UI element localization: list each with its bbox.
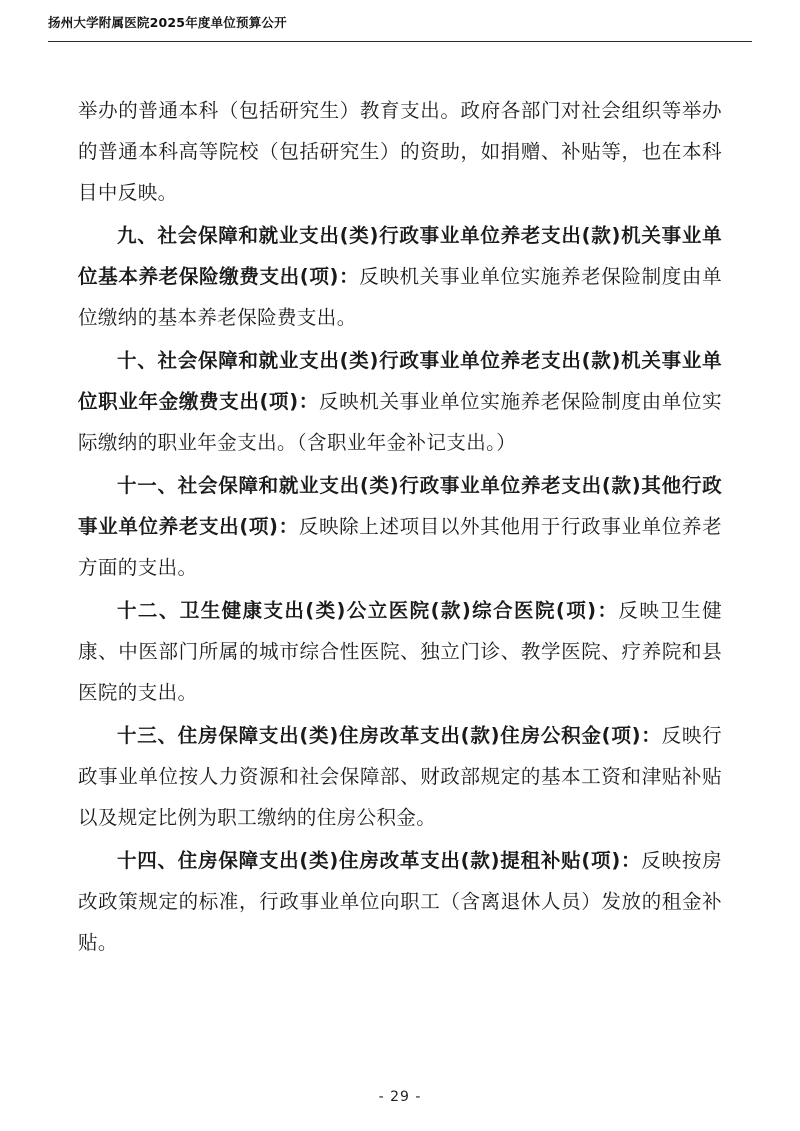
paragraph-text: 反映机关事业单位实施养老保险制度由单位实际缴纳的职业年金支出。（含职业年金补记支出。） — [78, 390, 722, 454]
paragraph-item-13 — [78, 715, 722, 838]
paragraph-text: 举办的普通本科（包括研究生）教育支出。政府各部门对社会组织等举办的普通本科高等院校（包括研究生）的资助，如捐赠、补贴等，也在本科目中反映。 — [78, 99, 722, 204]
paragraph-item-11 — [78, 465, 722, 588]
paragraph-text: 反映卫生健康、中医部门所属的城市综合性医院、独立门诊、教学医院、疗养院和县医院的支出。 — [78, 599, 722, 704]
paragraph-lead: 十二、卫生健康支出(类)公立医院(款)综合医院(项)： — [117, 599, 619, 622]
paragraph-item-14 — [78, 840, 722, 963]
header-divider — [48, 41, 752, 42]
paragraph-continued — [78, 90, 722, 213]
paragraph-item-12 — [78, 590, 722, 713]
paragraph-text: 反映除上述项目以外其他用于行政事业单位养老方面的支出。 — [78, 515, 723, 579]
page-number: - 29 - — [378, 1089, 422, 1105]
document-body — [78, 90, 722, 965]
paragraph-lead: 十三、住房保障支出(类)住房改革支出(款)住房公积金(项)： — [117, 724, 662, 747]
paragraph-item-10 — [78, 340, 722, 463]
paragraph-lead: 十四、住房保障支出(类)住房改革支出(款)提租补贴(项)： — [117, 849, 642, 872]
paragraph-text: 反映按房改政策规定的标准，行政事业单位向职工（含离退休人员）发放的租金补贴。 — [78, 849, 722, 954]
header-title: 扬州大学附属医院2025年度单位预算公开 — [48, 15, 287, 30]
paragraph-item-9 — [78, 215, 722, 338]
paragraph-lead: 十一、社会保障和就业支出(类)行政事业单位养老支出(款)其他行政事业单位养老支出(项)： — [78, 474, 722, 538]
paragraph-lead: 十、社会保障和就业支出(类)行政事业单位养老支出(款)机关事业单位职业年金缴费支出(项)： — [78, 349, 722, 413]
page-footer — [0, 1089, 800, 1105]
page-header — [48, 14, 752, 42]
paragraph-lead: 九、社会保障和就业支出(类)行政事业单位养老支出(款)机关事业单位基本养老保险缴费支出(项)： — [78, 224, 722, 288]
paragraph-text: 反映行政事业单位按人力资源和社会保障部、财政部规定的基本工资和津贴补贴以及规定比例为职工缴纳的住房公积金。 — [78, 724, 723, 829]
paragraph-text: 反映机关事业单位实施养老保险制度由单位缴纳的基本养老保险费支出。 — [78, 265, 722, 329]
